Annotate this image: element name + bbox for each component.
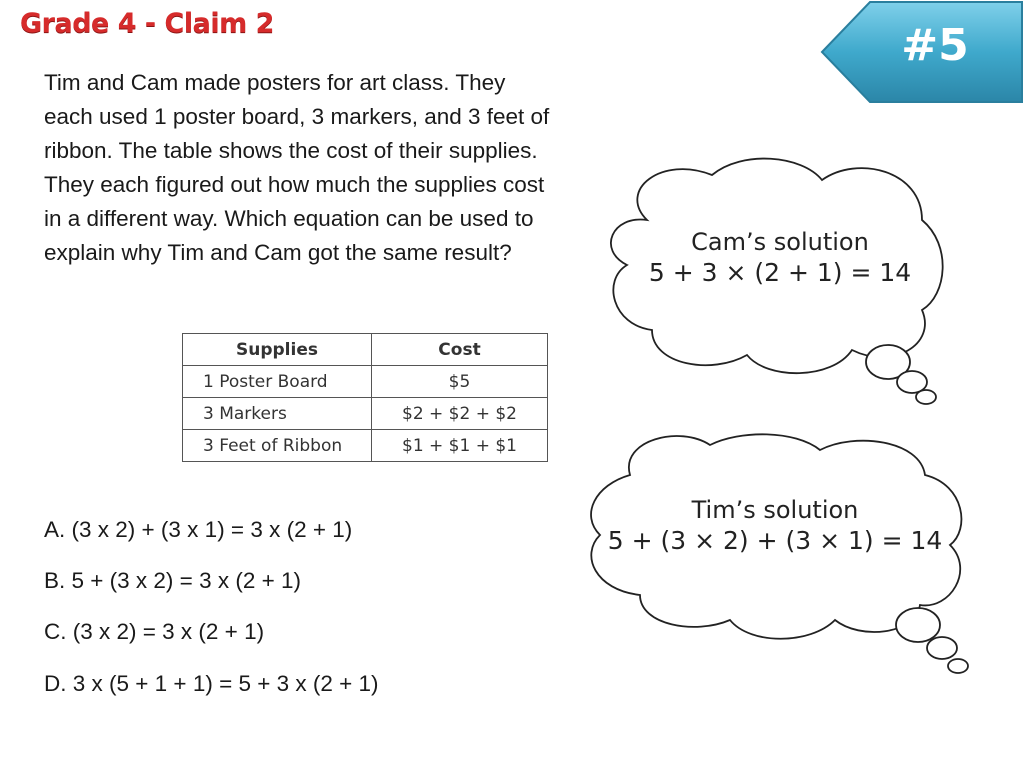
page-title: Grade 4 - Claim 2 [20,8,274,39]
table-row [183,366,548,398]
table-header-supplies: Supplies [183,334,372,366]
answer-choice-c[interactable]: C. (3 x 2) = 3 x (2 + 1) [44,619,265,644]
cam-solution-equation: 5 + 3 × (2 + 1) = 14 [648,258,912,287]
answer-choice-b[interactable]: B. 5 + (3 x 2) = 3 x (2 + 1) [44,568,301,593]
table-header-cost: Cost [372,334,548,366]
answer-choice-d[interactable]: D. 3 x (5 + 1 + 1) = 5 + 3 x (2 + 1) [44,671,379,696]
table-row [183,430,548,462]
table-row [183,398,548,430]
supplies-cost-table [182,333,548,462]
table-cell-supply: 3 Feet of Ribbon [183,430,372,462]
tim-solution-title: Tim’s solution [691,496,859,524]
table-cell-supply: 1 Poster Board [183,366,372,398]
tim-thought-cloud [580,430,1000,695]
table-cell-cost: $2 + $2 + $2 [372,398,548,430]
cam-solution-title: Cam’s solution [691,228,869,256]
question-text: Tim and Cam made posters for art class. They each used 1 poster board, 3 markers, and 3 feet of ribbon. The table shows the cost of their supplies. They each figured out how much the supplies cost in a different way. Which equation can be used to explain why Tim and Cam got the same result? [44,70,550,265]
table-cell-supply: 3 Markers [183,398,372,430]
cam-solution [610,228,950,287]
tim-solution-equation: 5 + (3 × 2) + (3 × 1) = 14 [607,526,943,555]
tim-solution [585,496,965,555]
table-cell-cost: $1 + $1 + $1 [372,430,548,462]
table-header-row [183,334,548,366]
table-cell-cost: $5 [372,366,548,398]
answer-choice-a[interactable]: A. (3 x 2) + (3 x 1) = 3 x (2 + 1) [44,517,353,542]
question-number-badge: #5 [901,20,969,71]
